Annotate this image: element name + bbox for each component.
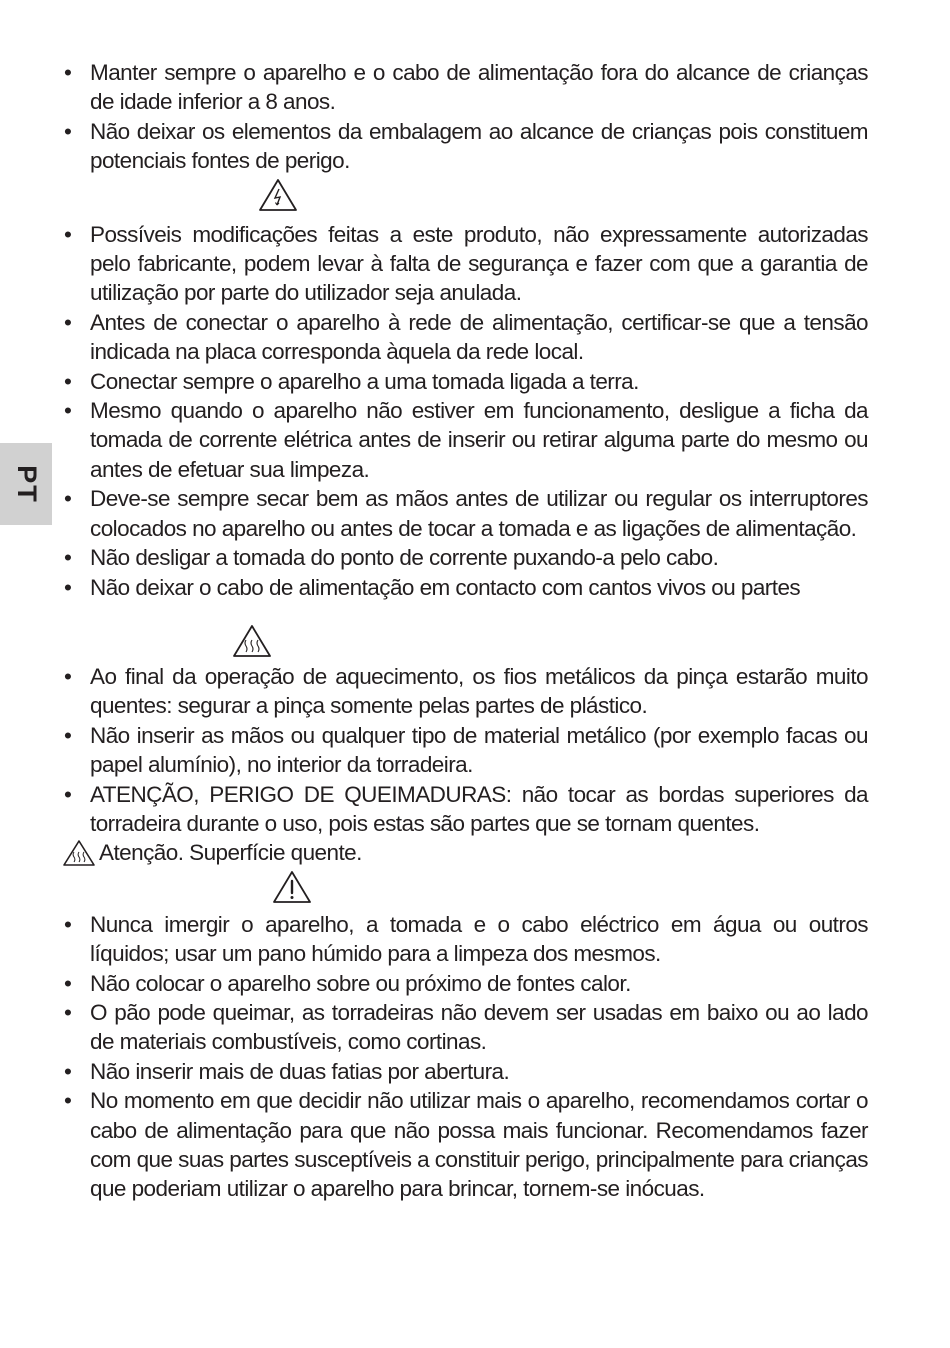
language-tab-label: PT (11, 464, 42, 504)
safety-instructions (62, 58, 868, 1204)
list-item: • Manter sempre o aparelho e o cabo de alimentação fora do alcance de crianças de idade inferior a 8 anos. (62, 58, 868, 117)
list-item: • Ao final da operação de aquecimento, os fios metálicos da pinça estarão muito quentes: segurar a pinça somente pelas partes de plástico. (62, 662, 868, 721)
note-text: Atenção. Superfície quente. (99, 840, 362, 866)
list-item: • Nunca imergir o aparelho, a tomada e o cabo eléctrico em água ou outros líquidos; usar um pano húmido para a limpeza dos mesmos. (62, 910, 868, 969)
list-item: • Deve-se sempre secar bem as mãos antes de utilizar ou regular os interruptores colocados no aparelho ou antes de tocar a tomada e as ligações de alimentação. (62, 484, 868, 543)
list-item: • No momento em que decidir não utilizar mais o aparelho, recomendamos cortar o cabo de alimentação para que não possa mais funcionar. Recomendamos fazer com que suas partes susceptíveis a constituir perigo, principalmente para crianças que poderiam utilizar o aparelho para brincar, tornem-se inócuas. (62, 1086, 868, 1204)
general-safety-list (62, 58, 868, 176)
list-item: • Não desligar a tomada do ponto de corrente puxando-a pelo cabo. (62, 543, 868, 572)
list-item: • Possíveis modificações feitas a este produto, não expressamente autorizadas pelo fabricante, podem levar à falta de segurança e fazer com que a garantia de utilização por parte do utilizador seja anulada. (62, 220, 868, 308)
general-warning-icon (272, 870, 312, 904)
hot-surface-note (62, 838, 868, 867)
list-item: • Não inserir as mãos ou qualquer tipo de material metálico (por exemplo facas ou papel alumínio), no interior da torradeira. (62, 721, 868, 780)
list-item: • Mesmo quando o aparelho não estiver em funcionamento, desligue a ficha da tomada de corrente elétrica antes de inserir ou retirar alguma parte do mesmo ou antes de efetuar sua limpeza. (62, 396, 868, 484)
list-item: • ATENÇÃO, PERIGO DE QUEIMADURAS: não tocar as bordas superiores da torradeira durante o uso, pois estas são partes que se tornam quentes. (62, 780, 868, 839)
list-item: • Conectar sempre o aparelho a uma tomada ligada a terra. (62, 367, 868, 396)
list-item: • O pão pode queimar, as torradeiras não devem ser usadas em baixo ou ao lado de materiais combustíveis, como cortinas. (62, 998, 868, 1057)
list-item: • Não deixar o cabo de alimentação em contacto com cantos vivos ou partes (62, 573, 868, 602)
list-item: • Não deixar os elementos da embalagem ao alcance de crianças pois constituem potenciais fontes de perigo. (62, 117, 868, 176)
general-warning-list (62, 910, 868, 1204)
electric-hazard-icon (258, 178, 298, 212)
hot-surface-icon (232, 624, 272, 658)
electrical-safety-list (62, 220, 868, 602)
list-item: • Não inserir mais de duas fatias por abertura. (62, 1057, 868, 1086)
list-item: • Antes de conectar o aparelho à rede de alimentação, certificar-se que a tensão indicada na placa corresponda àquela da rede local. (62, 308, 868, 367)
hot-surface-list (62, 662, 868, 838)
list-item: • Não colocar o aparelho sobre ou próximo de fontes calor. (62, 969, 868, 998)
hot-surface-icon (62, 839, 96, 867)
language-tab (0, 443, 52, 525)
